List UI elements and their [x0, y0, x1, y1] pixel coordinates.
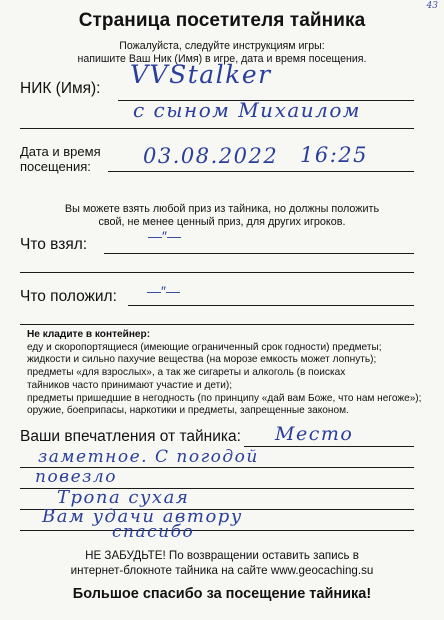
datetime-label-line-1: Дата и время	[20, 144, 101, 159]
rules-line-5: предметы пришедшие в негодность (по принципу «дай вам Боже, что нам негоже»);	[27, 392, 422, 404]
thanks-message: Большое спасибо за посещение тайника!	[72, 586, 372, 602]
impressions-handwritten-3: повезло	[35, 467, 117, 487]
rules-line-6: оружие, боеприпасы, наркотики и предметы, запрещенные законом.	[27, 405, 349, 417]
intro-line-2: напишите Ваш Ник (Имя) в игре, дата и время посещения.	[77, 53, 367, 65]
took-line-2	[20, 272, 414, 273]
took-handwritten: —″—	[148, 228, 181, 244]
datetime-label	[20, 144, 101, 174]
impressions-line-5	[20, 530, 414, 531]
rules-line-2: жидкости и сильно пахучие вещества (на морозе емкость может лопнуть);	[27, 354, 377, 366]
rules-line-1: еду и скоропортящиеся (имеющие ограниченный срок годности) предметы;	[27, 341, 382, 353]
put-line-1	[128, 305, 414, 306]
took-label: Что взял:	[20, 236, 88, 253]
page-title: Страница посетителя тайника	[78, 10, 366, 31]
intro-line-1: Пожалуйста, следуйте инструкциям игры:	[119, 40, 325, 52]
handwritten-time: 16:25	[300, 143, 369, 167]
impressions-handwritten-1: Место	[275, 423, 354, 445]
impressions-handwritten-5: Вам удачи автору	[42, 506, 243, 527]
footer-reminder	[0, 548, 444, 578]
footer-line-2: интернет-блокноте тайника на сайте www.geocaching.su	[70, 564, 374, 577]
nick-label: НИК (Имя):	[20, 80, 101, 97]
nick-handwritten-companion: с сыном Михаилом	[133, 98, 362, 122]
corner-page-mark: 43	[426, 1, 438, 11]
impressions-line-1	[244, 446, 414, 447]
impressions-handwritten-2: заметное. С погодой	[38, 447, 259, 467]
took-line-1	[104, 253, 414, 254]
rules-heading: Не кладите в контейнер:	[27, 329, 151, 340]
rules-line-4: тайников часто принимают участие и дети);	[27, 379, 233, 391]
put-label: Что положил:	[20, 288, 117, 305]
footer-line-1: НЕ ЗАБУДЬТЕ! По возвращении оставить запись в	[85, 549, 359, 562]
nick-handwritten-name: VVStalker	[130, 60, 272, 89]
datetime-line	[108, 171, 414, 172]
rules-line-3: предметы «для взрослых», а так же сигареты и алкоголь (в поисках	[27, 367, 346, 379]
handwritten-date: 03.08.2022	[143, 144, 279, 168]
datetime-label-line-2: посещения:	[20, 159, 91, 174]
put-handwritten: —″—	[147, 283, 180, 299]
exchange-notice	[0, 203, 444, 229]
notice-line-1: Вы можете взять любой приз из тайника, но должны положить	[64, 203, 380, 215]
impressions-handwritten-4: Тропа сухая	[57, 487, 190, 508]
impressions-label: Ваши впечатления от тайника:	[20, 428, 241, 445]
nick-line-2	[20, 128, 414, 129]
put-line-2	[20, 324, 414, 325]
notice-line-2: свой, не менее ценный приз, для других игроков.	[98, 216, 346, 228]
prohibited-items-rules	[27, 329, 427, 418]
impressions-handwritten-6: спасибо	[112, 522, 195, 542]
